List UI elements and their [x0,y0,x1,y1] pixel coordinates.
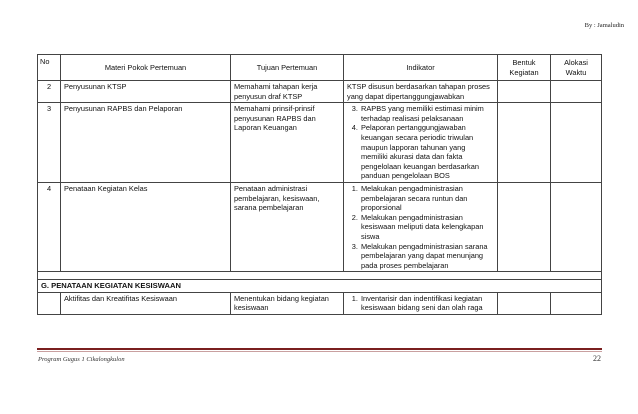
indikator-list [347,294,494,313]
row-materi: Penyusunan KTSP [61,81,231,103]
table-row [38,103,602,183]
row-bentuk [498,103,551,183]
indikator-item: 3. Melakukan pengadministrasian sarana pembelajaran yang dapat menunjang pada proses pembelajaran [360,242,494,271]
row-indikator [344,292,498,314]
indikator-item: 3. RAPBS yang memiliki estimasi minim terhadap realisasi pelaksanaan [360,104,494,123]
section-header-row [38,280,602,293]
indikator-item: 1. Inventarisir dan indentifikasi kegiatan kesiswaan bidang seni dan olah raga [360,294,494,313]
col-header-tujuan: Tujuan Pertemuan [231,55,344,81]
indikator-item: 4. Pelaporan pertanggungjawaban keuangan secara periodic triwulan maupun lapporan tahunan yang memiliki akurasi data dan fakta pengelolaan keuangan berdasarkan panduan pengelolaan BOS [360,123,494,181]
row-tujuan: Penataan administrasi pembelajaran, kesiswaan, sarana pembelajaran [231,182,344,271]
row-materi: Penyusunan RAPBS dan Pelaporan [61,103,231,183]
col-header-materi: Materi Pokok Pertemuan [61,55,231,81]
footer-rule-thin [37,351,602,352]
indikator-list [347,104,494,181]
col-header-bentuk: Bentuk Kegiatan [498,55,551,81]
row-alokasi [551,103,602,183]
row-no: 2 [38,81,61,103]
row-indikator [344,182,498,271]
row-alokasi [551,81,602,103]
col-header-no: No [38,55,61,81]
row-bentuk [498,81,551,103]
row-alokasi [551,182,602,271]
row-bentuk [498,182,551,271]
program-table [37,54,602,315]
row-materi: Penataan Kegiatan Kelas [61,182,231,271]
table-row [38,81,602,103]
row-tujuan: Memahami tahapan kerja penyusun draf KTSP [231,81,344,103]
footer-program: Program Gugus 1 Cikalongkulon [38,356,125,363]
col-header-alokasi: Alokasi Waktu [551,55,602,81]
table-row [38,292,602,314]
row-materi: Aktifitas dan Kreatifitas Kesiswaan [61,292,231,314]
spacer-row [38,272,602,280]
row-no: 3 [38,103,61,183]
col-header-indikator: Indikator [344,55,498,81]
row-no: 4 [38,182,61,271]
footer-rule [37,348,602,350]
table-row [38,182,602,271]
page-number: 22 [593,354,601,363]
indikator-item: 2. Melakukan pengadministrasian kesiswaan meliputi data kelengkapan siswa [360,213,494,242]
table-header-row [38,55,602,81]
row-tujuan: Menentukan bidang kegiatan kesiswaan [231,292,344,314]
row-bentuk [498,292,551,314]
row-indikator [344,103,498,183]
section-title: G. PENATAAN KEGIATAN KESISWAAN [38,280,602,293]
author-byline: By : Jamaludin [584,22,624,29]
indikator-list [347,184,494,270]
indikator-item: 1. Melakukan pengadministrasian pembelajaran secara runtun dan proporsional [360,184,494,213]
row-alokasi [551,292,602,314]
row-tujuan: Memahami prinsif-prinsif penyusunan RAPBS dan Laporan Keuangan [231,103,344,183]
row-no [38,292,61,314]
row-indikator: KTSP disusun berdasarkan tahapan proses yang dapat dipertanggungjawabkan [344,81,498,103]
